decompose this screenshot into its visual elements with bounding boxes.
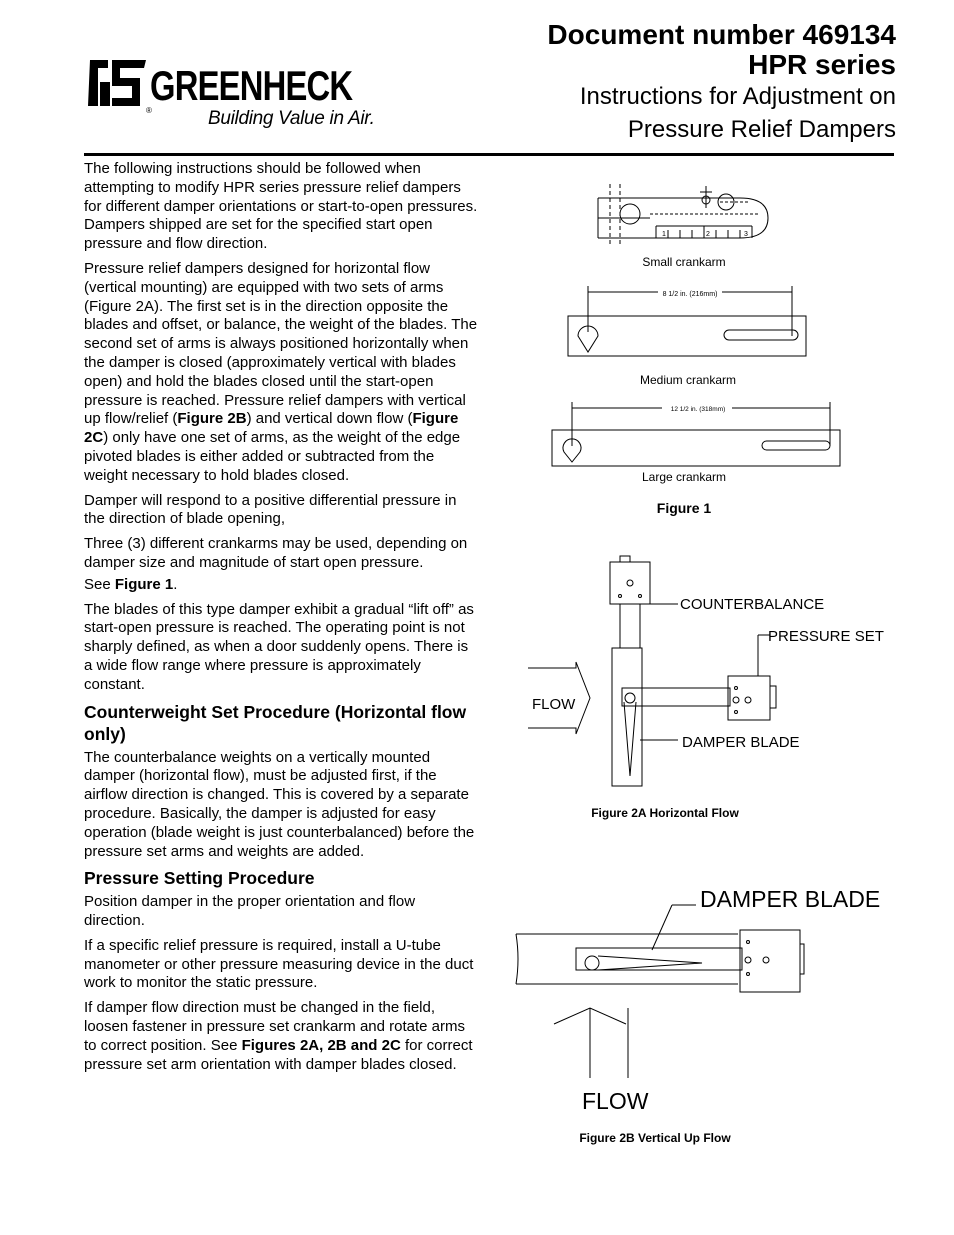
logo-tagline: Building Value in Air.	[208, 108, 375, 129]
figure-2b-caption: Figure 2B Vertical Up Flow	[579, 1131, 731, 1145]
scale-mark-2: 2	[706, 231, 710, 238]
large-crankarm-label: Large crankarm	[641, 470, 727, 484]
figure-1-caption: Figure 1	[656, 500, 712, 516]
medium-crankarm-drawing	[560, 286, 810, 362]
paragraph-crankarms: Three (3) different crankarms may be used, depending on damper size and magnitude of start open pressure.	[84, 535, 468, 571]
logo-wordmark: GREENHECK	[150, 62, 353, 109]
document-title-block	[547, 20, 896, 146]
heading-counterweight: Counterweight Set Procedure (Horizontal flow only)	[84, 701, 467, 744]
paragraph-response: Damper will respond to a positive differential pressure in the direction of blade opening,	[84, 491, 457, 528]
paragraph-lift-off: The blades of this type damper exhibit a gradual “lift off” as start-open pressure is reached. The operating point is not sharply defined, as when a door suddenly opens. There is a wide flow range where pressure is approximately constant.	[84, 600, 474, 693]
subtitle-line-1: Instructions for Adjustment on	[579, 83, 896, 110]
body-text-column	[84, 160, 480, 1080]
paragraph-intro: The following instructions should be followed when attempting to modify HPR series pressure relief dampers for different damper orientations or start-to-open pressures. Dampers shipped are set for the specified start open pressure and flow direction.	[84, 160, 478, 253]
header-divider	[84, 153, 894, 156]
counterbalance-label: COUNTERBALANCE	[680, 596, 825, 613]
damper-blade-label-2b: DAMPER BLADE	[700, 886, 881, 912]
large-dimension: 12 1/2 in. (318mm)	[670, 406, 726, 413]
subtitle-line-2: Pressure Relief Dampers	[627, 116, 896, 143]
flow-label-2b: FLOW	[582, 1088, 649, 1114]
heading-pressure-setting: Pressure Setting Procedure	[84, 868, 315, 889]
medium-dimension: 8 1/2 in. (216mm)	[662, 291, 718, 298]
figure-2a-drawing	[528, 550, 788, 800]
series-name: HPR series	[748, 49, 896, 80]
paragraph-arms: Pressure relief dampers designed for horizontal flow (vertical mounting) are equipped with two sets of arms (Figure 2A). The first set is in the direction opposite the blades and offset, or balance, the weight of the blades. The second set of arms is always positioned horizontally when the damper is closed (approximately vertical with blades open) and hold the blades closed until the start-open pressure is reached. Pressure relief dampers with vertical up flow/relief (Figure 2B) and vertical down flow (Figure 2C) only have one set of arms, as the weight of the edge pivoted blades is either added or subtracted from the weight necessary to hold blades closed.	[84, 259, 478, 484]
paragraph-manometer: If a specific relief pressure is required, install a U-tube manometer or other pressure measuring device in the duct work to monitor the static pressure.	[84, 936, 474, 992]
pressure-set-label: PRESSURE SET	[768, 628, 884, 645]
flow-label-2a: FLOW	[532, 696, 576, 713]
small-crankarm-drawing	[590, 180, 780, 250]
registered-mark: ®	[146, 106, 152, 115]
greenheck-logo-mark	[84, 56, 154, 116]
figure-2a-caption: Figure 2A Horizontal Flow	[591, 806, 739, 820]
damper-blade-label-2a: DAMPER BLADE	[682, 734, 800, 751]
scale-mark-3: 3	[744, 231, 748, 238]
paragraph-see-figure: See Figure 1.	[84, 575, 178, 593]
large-crankarm-drawing	[548, 400, 844, 470]
scale-mark-1: 1	[662, 231, 666, 238]
paragraph-position: Position damper in the proper orientation and flow direction.	[84, 893, 416, 930]
paragraph-flow-direction: If damper flow direction must be changed in the field, loosen fastener in pressure set crankarm and rotate arms to correct position. See Figures 2A, 2B and 2C for correct pressure set arm orientation with damper blades closed.	[84, 999, 473, 1073]
medium-crankarm-label: Medium crankarm	[639, 373, 737, 387]
small-crankarm-label: Small crankarm	[642, 255, 726, 269]
paragraph-counterbalance: The counterbalance weights on a vertically mounted damper (horizontal flow), must be adjusted first, if the airflow direction is changed. This is covered by a separate procedure. Basically, the damper is adjusted for easy operation (blade weight is just counterbalanced) before the pressure set arms and weights are added.	[84, 748, 475, 860]
figure-2b-drawing	[512, 900, 812, 1090]
document-number: Document number 469134	[547, 19, 896, 50]
